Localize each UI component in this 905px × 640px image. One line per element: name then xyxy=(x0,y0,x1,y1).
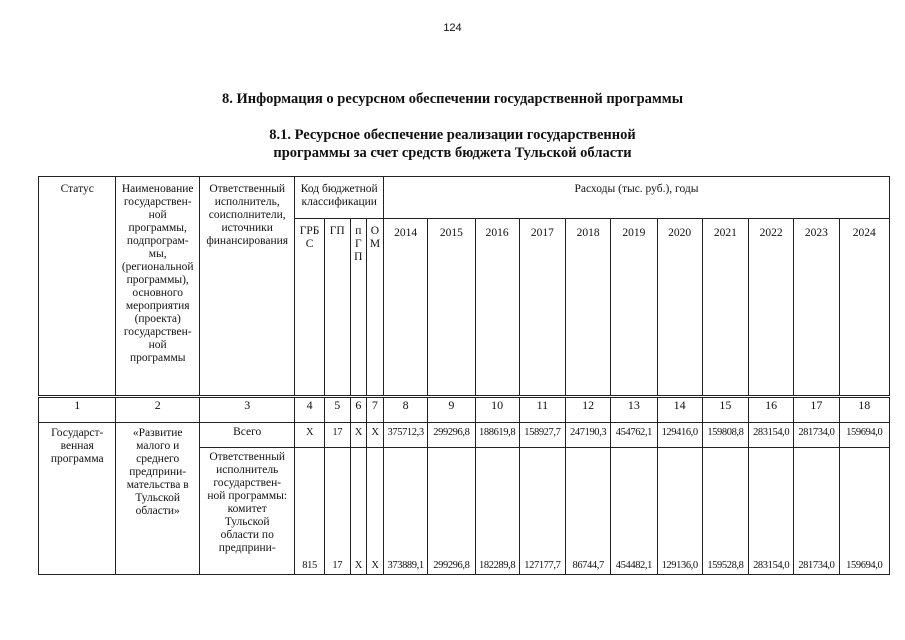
text-line: государствен- xyxy=(213,477,282,489)
header-gp: ГП xyxy=(324,219,350,397)
column-index: 16 xyxy=(749,397,794,423)
text-line: малого и xyxy=(136,440,180,452)
text-line: области по xyxy=(220,529,274,541)
header-row-1 xyxy=(39,177,890,219)
cell-value: 159694,0 xyxy=(839,423,889,448)
header-name xyxy=(116,177,199,397)
header-year: 2023 xyxy=(794,219,839,397)
text-line: ной xyxy=(148,209,167,221)
header-year: 2019 xyxy=(611,219,657,397)
cell-value: 86744,7 xyxy=(566,448,611,575)
text-line: Государст- xyxy=(51,427,104,439)
cell-value: 247190,3 xyxy=(566,423,611,448)
text-line: программы xyxy=(129,352,186,364)
cell-value: 188619,8 xyxy=(475,423,519,448)
column-index: 6 xyxy=(350,397,366,423)
text-line: программы), xyxy=(126,274,189,286)
column-index: 3 xyxy=(199,397,295,423)
header-expenses: Расходы (тыс. руб.), годы xyxy=(383,177,889,219)
text-line: основного xyxy=(132,287,183,299)
cell-value: 281734,0 xyxy=(794,448,839,575)
text-line: государствен- xyxy=(123,326,192,338)
cell-gp: 17 xyxy=(324,448,350,575)
text-line: мероприятия xyxy=(125,300,190,312)
text-line: Г xyxy=(355,238,362,250)
section-heading: 8. Информация о ресурсном обеспечении государственной программы xyxy=(221,91,684,107)
cell-pgp: Х xyxy=(350,423,366,448)
text-line: мы, xyxy=(148,248,167,260)
cell-gp: 17 xyxy=(324,423,350,448)
cell-value: 182289,8 xyxy=(475,448,519,575)
text-line: О xyxy=(370,225,380,237)
text-line: предприни- xyxy=(218,542,276,554)
cell-pgp: Х xyxy=(350,448,366,575)
text-line: П xyxy=(354,251,363,263)
cell-om: Х xyxy=(366,423,383,448)
subsection-heading xyxy=(0,126,905,162)
cell-value: 129416,0 xyxy=(657,423,702,448)
cell-value: 158927,7 xyxy=(519,423,565,448)
cell-grbs: Х xyxy=(295,423,324,448)
resource-table xyxy=(38,176,890,575)
cell-value: 373889,1 xyxy=(383,448,427,575)
column-index: 11 xyxy=(519,397,565,423)
text-line: предприни- xyxy=(129,466,187,478)
program-status xyxy=(39,423,116,575)
header-om xyxy=(366,219,383,397)
column-index: 9 xyxy=(428,397,475,423)
header-year: 2016 xyxy=(475,219,519,397)
header-year: 2015 xyxy=(428,219,475,397)
cell-om: Х xyxy=(366,448,383,575)
text-line: государствен- xyxy=(123,196,192,208)
text-line: исполнитель xyxy=(216,464,279,476)
cell-value: 281734,0 xyxy=(794,423,839,448)
page-number: 124 xyxy=(443,22,462,34)
cell-value: 127177,7 xyxy=(519,448,565,575)
column-index: 7 xyxy=(366,397,383,423)
subsection-heading-line-2: программы за счет средств бюджета Тульской области xyxy=(273,145,632,161)
cell-value: 129136,0 xyxy=(657,448,702,575)
column-index: 12 xyxy=(566,397,611,423)
cell-value: 454482,1 xyxy=(611,448,657,575)
row-label-responsible xyxy=(199,448,295,575)
text-line: программы, xyxy=(128,222,187,234)
text-line: (проекта) xyxy=(134,313,181,325)
text-line: программа xyxy=(50,453,104,465)
text-line: ной xyxy=(148,339,167,351)
text-line: области» xyxy=(135,505,180,517)
column-index: 1 xyxy=(39,397,116,423)
header-year: 2021 xyxy=(702,219,748,397)
header-year: 2024 xyxy=(839,219,889,397)
subsection-heading-line-1: 8.1. Ресурсное обеспечение реализации государственной xyxy=(269,127,636,143)
column-index: 8 xyxy=(383,397,427,423)
program-name xyxy=(116,423,199,575)
cell-value: 159808,8 xyxy=(702,423,748,448)
cell-value: 159694,0 xyxy=(839,448,889,575)
text-line: подпрограм- xyxy=(126,235,189,247)
text-line: Наименование xyxy=(121,183,194,195)
header-responsible xyxy=(199,177,295,397)
column-index: 2 xyxy=(116,397,199,423)
text-line: Тульской xyxy=(135,492,181,504)
table-row-total xyxy=(39,423,890,448)
header-pgp xyxy=(350,219,366,397)
cell-value: 375712,3 xyxy=(383,423,427,448)
cell-value: 283154,0 xyxy=(749,423,794,448)
text-line: источники xyxy=(221,222,273,234)
header-year: 2020 xyxy=(657,219,702,397)
cell-value: 454762,1 xyxy=(611,423,657,448)
cell-grbs: 815 xyxy=(295,448,324,575)
cell-value: 159528,8 xyxy=(702,448,748,575)
column-index: 4 xyxy=(295,397,324,423)
text-line: соисполнители, xyxy=(208,209,286,221)
column-index-row xyxy=(39,397,890,423)
cell-value: 299296,8 xyxy=(428,423,475,448)
column-index: 14 xyxy=(657,397,702,423)
text-line: Ответственный xyxy=(209,451,286,463)
column-index: 10 xyxy=(475,397,519,423)
text-line: п xyxy=(355,225,362,237)
text-line: Ответственный xyxy=(209,183,286,195)
header-year: 2017 xyxy=(519,219,565,397)
cell-value: 299296,8 xyxy=(428,448,475,575)
text-line: комитет xyxy=(227,503,267,515)
column-index: 5 xyxy=(324,397,350,423)
header-year: 2014 xyxy=(383,219,427,397)
text-line: М xyxy=(369,238,381,250)
header-year: 2022 xyxy=(749,219,794,397)
text-line: Тульской xyxy=(224,516,270,528)
row-label-total: Всего xyxy=(199,423,295,448)
header-status: Статус xyxy=(39,177,116,397)
header-budget-code: Код бюджетной классификации xyxy=(295,177,384,219)
text-line: ной программы: xyxy=(207,490,288,502)
header-year: 2018 xyxy=(566,219,611,397)
cell-value: 283154,0 xyxy=(749,448,794,575)
header-grbs: ГРБ С xyxy=(295,219,324,397)
column-index: 17 xyxy=(794,397,839,423)
text-line: (региональной xyxy=(121,261,194,273)
text-line: «Развитие xyxy=(132,427,183,439)
text-line: мательства в xyxy=(126,479,189,491)
text-line: исполнитель, xyxy=(214,196,280,208)
text-line: венная xyxy=(60,440,94,452)
column-index: 18 xyxy=(839,397,889,423)
column-index: 15 xyxy=(702,397,748,423)
text-line: среднего xyxy=(136,453,180,465)
column-index: 13 xyxy=(611,397,657,423)
text-line: финансирования xyxy=(206,235,289,247)
